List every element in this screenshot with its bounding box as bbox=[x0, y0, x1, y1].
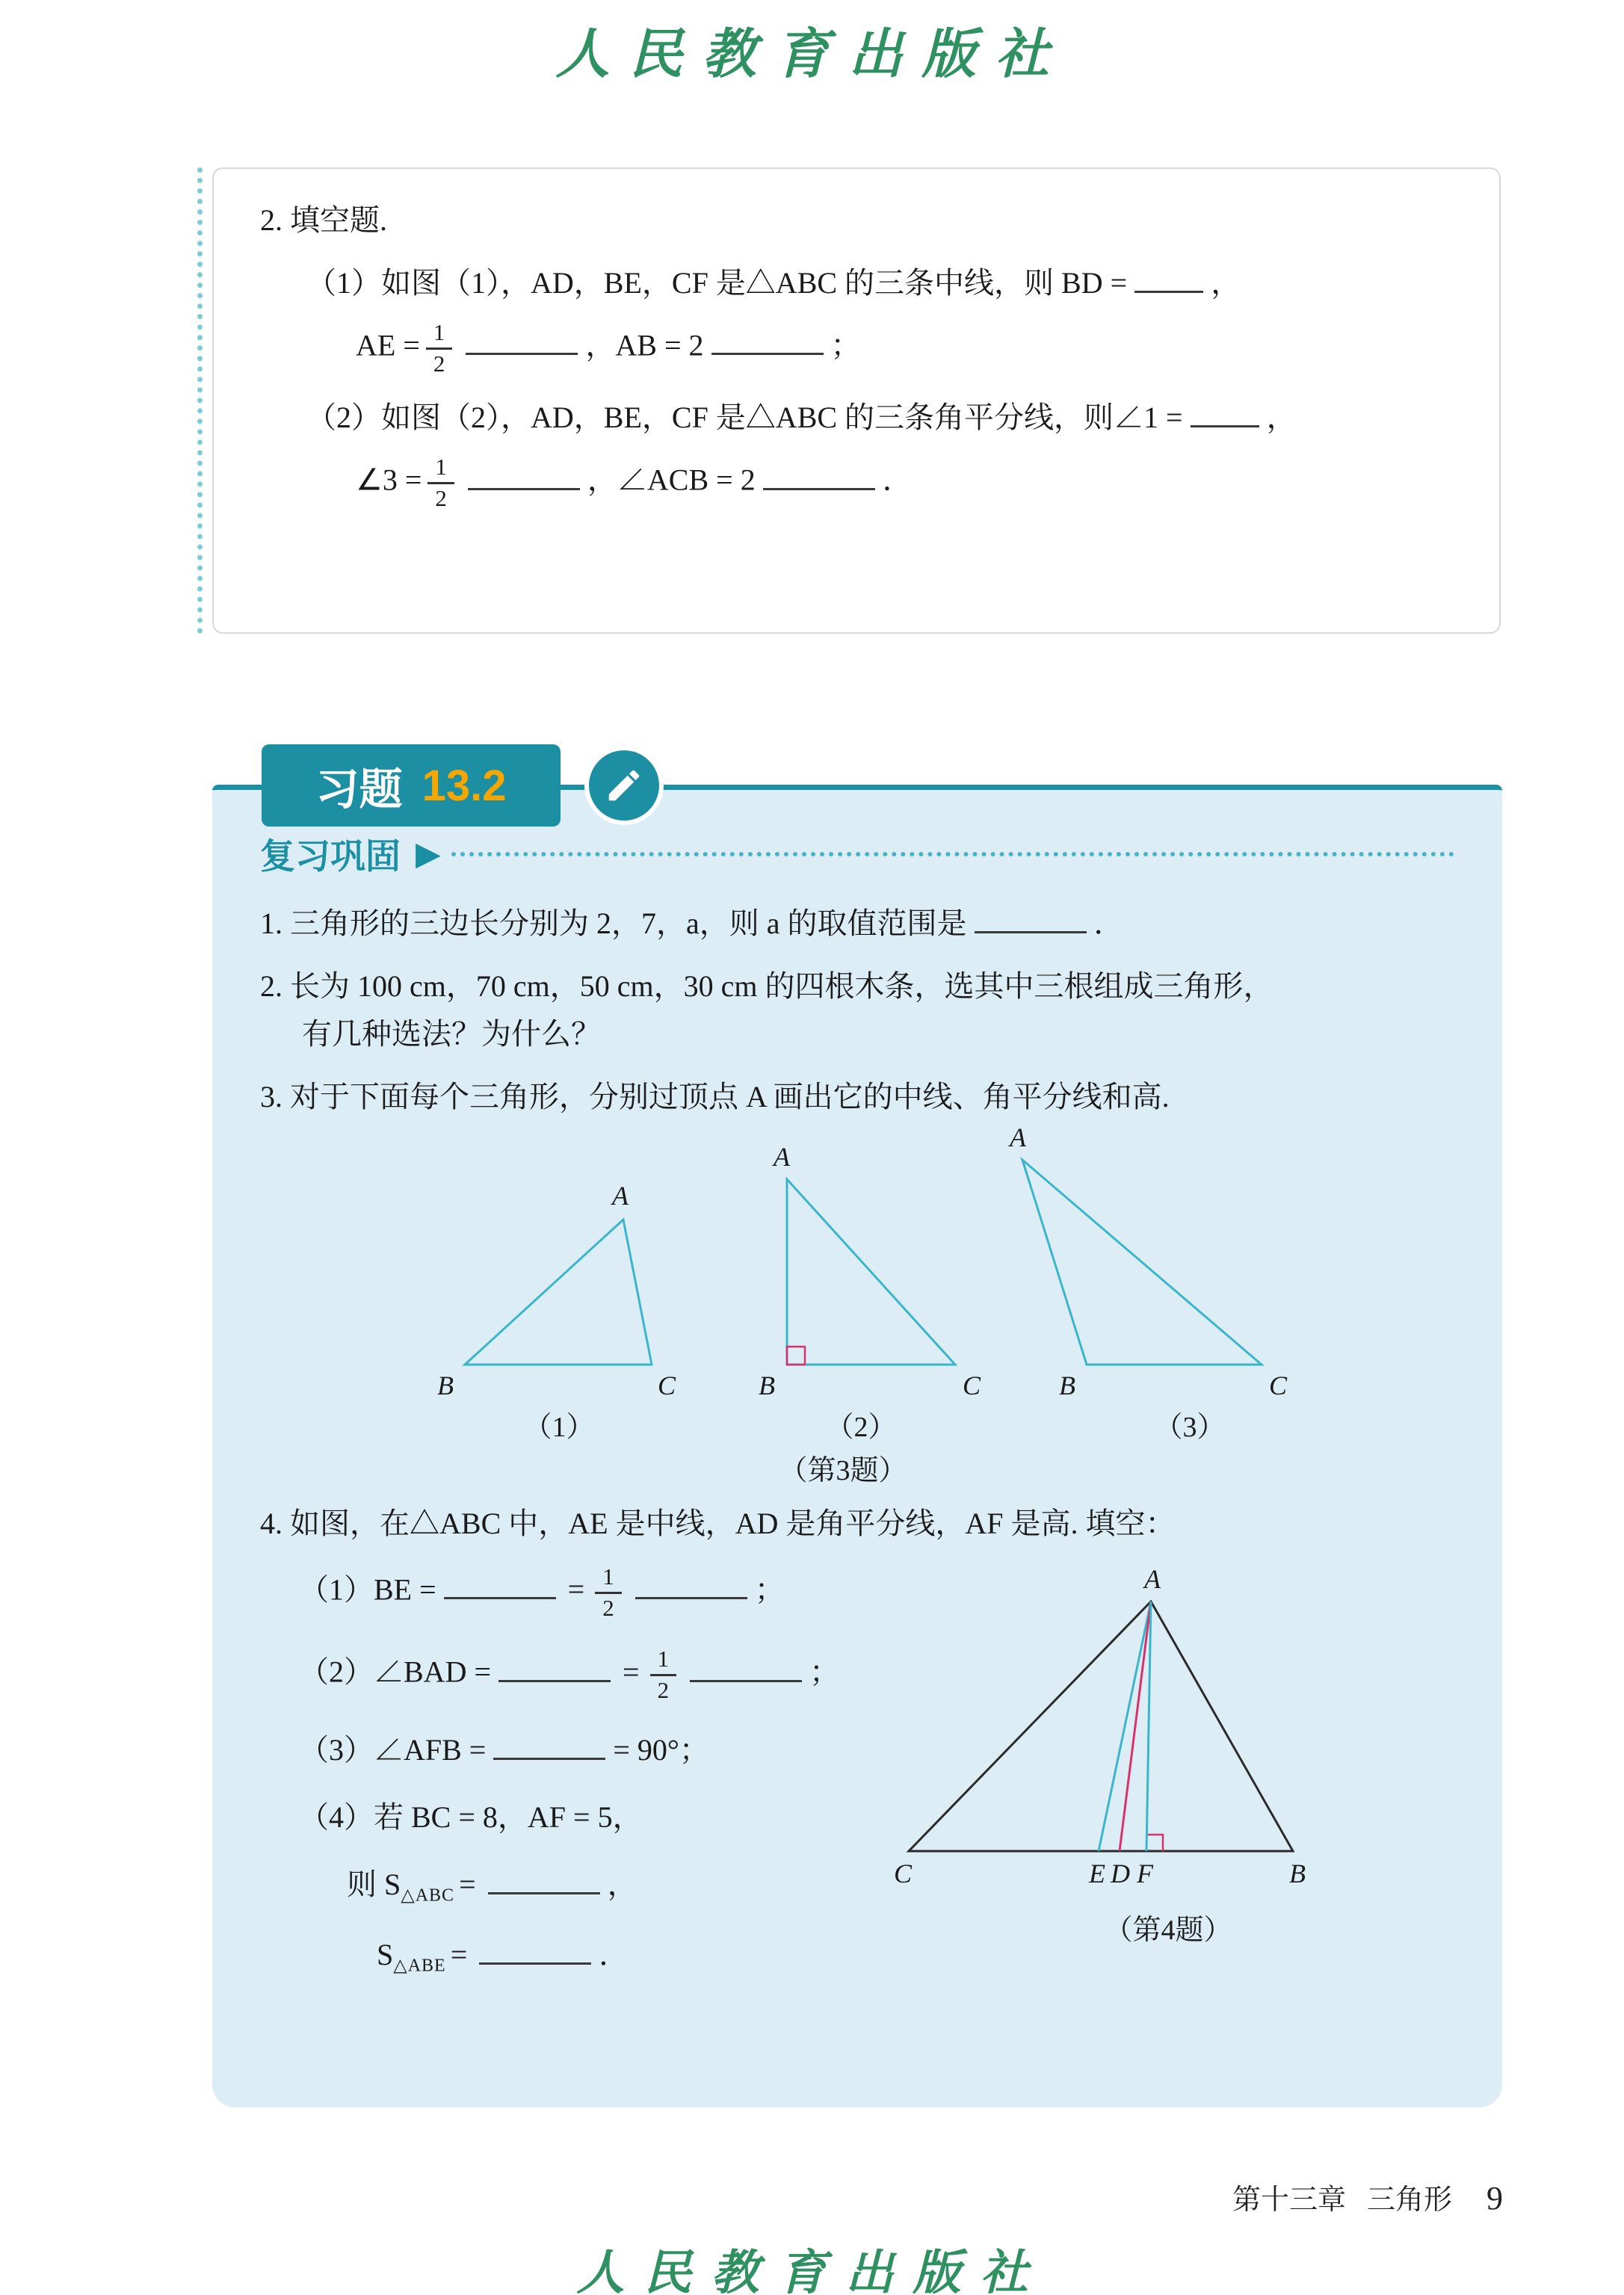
q4-item-4b bbox=[347, 1864, 882, 1909]
review-q1 bbox=[260, 901, 1454, 946]
figure-1-label: （1） bbox=[523, 1412, 595, 1443]
exercise-2-title: 填空题. bbox=[290, 203, 387, 237]
vertex-label-a: A bbox=[612, 1181, 629, 1211]
q2-text: （2）如图（2），AD，BE，CF 是△ABC 的三条角平分线，则∠1 = bbox=[306, 401, 1183, 435]
vertex-label-c: C bbox=[657, 1371, 676, 1400]
q4-1-lead: （1）BE = bbox=[299, 1572, 436, 1607]
review-q2-line2: 有几种选法？为什么？ bbox=[302, 1017, 601, 1051]
review-panel bbox=[212, 785, 1502, 2107]
review-q4: 4. 如图，在△ABC 中，AE 是中线，AD 是角平分线，AF 是高. 填空： bbox=[260, 1507, 1176, 1540]
q4-3-tail: = 90°； bbox=[613, 1732, 709, 1767]
triangle-2 bbox=[787, 1179, 955, 1365]
q1-comma: ， bbox=[1211, 266, 1241, 300]
right-angle-marker bbox=[787, 1347, 805, 1365]
figure-4-area bbox=[882, 1564, 1454, 2004]
review-q3: 3. 对于下面每个三角形，分别过顶点 A 画出它的中线、角平分线和高. bbox=[260, 1080, 1170, 1113]
question-4-area bbox=[260, 1564, 1454, 2004]
q1-period: ． bbox=[1093, 906, 1124, 940]
exercise-2-heading bbox=[260, 199, 1457, 242]
answer-blank bbox=[479, 1935, 591, 1965]
exercise-2-q1-line1 bbox=[306, 262, 1457, 305]
answer-blank bbox=[498, 1652, 611, 1682]
footer-topic: 三角形 bbox=[1366, 2184, 1452, 2216]
answer-blank bbox=[1134, 263, 1203, 293]
q1-text: （1）如图（1），AD，BE，CF 是△ABC 的三条中线，则 BD = bbox=[306, 266, 1128, 300]
q4-item-4c bbox=[377, 1934, 882, 1979]
q4-item-3 bbox=[299, 1729, 882, 1771]
question-4-subitems bbox=[260, 1564, 882, 2004]
fraction-one-half bbox=[595, 1564, 622, 1621]
fraction-denominator: 2 bbox=[433, 350, 445, 377]
q4-4c-lead: S bbox=[377, 1937, 394, 1971]
triangle-1 bbox=[465, 1220, 652, 1365]
point-label-d: D bbox=[1111, 1859, 1130, 1888]
vertex-label-b: B bbox=[759, 1371, 775, 1400]
publisher-logo-top: 人民教育出版社 bbox=[555, 22, 1069, 85]
fraction-one-half bbox=[650, 1646, 677, 1703]
fraction-numerator: 1 bbox=[595, 1564, 622, 1594]
equals-sign: = bbox=[567, 1572, 585, 1607]
exercise-2-q2-line1 bbox=[306, 396, 1457, 439]
q1-ae: AE = bbox=[356, 328, 420, 362]
review-heading: 复习巩固 bbox=[260, 836, 401, 876]
q2-period: ． bbox=[882, 463, 913, 497]
answer-blank bbox=[1191, 398, 1259, 427]
figure-3-caption: （第3题） bbox=[779, 1455, 907, 1486]
answer-blank bbox=[466, 325, 578, 355]
answer-blank bbox=[493, 1730, 605, 1760]
q4-item-1 bbox=[299, 1564, 882, 1621]
fraction-denominator: 2 bbox=[602, 1594, 614, 1621]
fraction-one-half bbox=[427, 454, 454, 511]
review-q2-line1: 2. 长为 100 cm，70 cm，50 cm，30 cm 的四根木条，选其中三根组成三角形， bbox=[260, 969, 1273, 1003]
q4-4b-lead: 则 S bbox=[347, 1867, 401, 1901]
answer-blank bbox=[690, 1652, 802, 1682]
vertex-label-c: C bbox=[962, 1371, 981, 1400]
worksheet-header-badge bbox=[262, 744, 561, 827]
arrow-right-icon: ▶ bbox=[416, 835, 441, 872]
pencil-glyph bbox=[604, 765, 644, 806]
fraction-numerator: 1 bbox=[427, 454, 454, 484]
q4-2-lead: （2）∠BAD = bbox=[299, 1655, 492, 1689]
q2-angle3: ∠3 = bbox=[356, 463, 422, 497]
q4-4c-period: ． bbox=[599, 1937, 629, 1971]
answer-blank bbox=[763, 460, 875, 490]
exercise-2-box bbox=[212, 167, 1501, 634]
vertex-label-a: A bbox=[774, 1142, 790, 1172]
fraction-denominator: 2 bbox=[657, 1677, 670, 1704]
vertex-label-c: C bbox=[893, 1859, 913, 1888]
fraction-numerator: 1 bbox=[650, 1646, 677, 1676]
q4-item-2 bbox=[299, 1646, 882, 1703]
vertex-label-a: A bbox=[1144, 1564, 1161, 1594]
fraction-denominator: 2 bbox=[435, 485, 447, 512]
q1-text: 1. 三角形的三边长分别为 2，7，a，则 a 的取值范围是 bbox=[260, 906, 967, 940]
right-angle-marker bbox=[1148, 1835, 1163, 1851]
figure-4-caption: （第4题） bbox=[1104, 1915, 1232, 1946]
answer-blank bbox=[975, 904, 1087, 933]
equals-sign: = bbox=[459, 1867, 476, 1901]
q4-item-4: （4）若 BC = 8，AF = 5， bbox=[299, 1800, 643, 1834]
exercise-2-q2-line2 bbox=[356, 454, 1457, 511]
q4-2-semicolon: ； bbox=[809, 1655, 840, 1689]
vertex-label-b: B bbox=[1289, 1859, 1306, 1888]
answer-blank bbox=[488, 1865, 600, 1894]
equals-sign: = bbox=[623, 1655, 640, 1689]
publisher-logo-bottom: 人民教育出版社 bbox=[576, 2245, 1048, 2295]
figure-4-triangle bbox=[882, 1564, 1454, 1899]
triangle-3 bbox=[1022, 1160, 1262, 1365]
vertex-label-c: C bbox=[1268, 1371, 1288, 1400]
worksheet-label: 习题 bbox=[315, 765, 403, 814]
figure-3-label: （3） bbox=[1154, 1412, 1226, 1443]
q1-ab: ，AB = 2 bbox=[585, 328, 704, 362]
section-left-dotted-rail bbox=[197, 167, 203, 634]
answer-blank bbox=[711, 325, 824, 355]
exercise-2-number: 2. bbox=[260, 203, 282, 237]
figure-3-triangles bbox=[282, 1127, 1404, 1447]
equals-sign: = bbox=[450, 1937, 468, 1971]
q4-3-lead: （3）∠AFB = bbox=[299, 1732, 487, 1767]
figure-2-label: （2） bbox=[825, 1412, 897, 1443]
s-abe-subscript: △ABE bbox=[393, 1956, 446, 1976]
point-label-f: F bbox=[1137, 1859, 1153, 1888]
answer-blank bbox=[635, 1569, 747, 1599]
fraction-one-half bbox=[426, 320, 453, 377]
q2-acb: ，∠ACB = 2 bbox=[587, 463, 756, 497]
point-label-e: E bbox=[1089, 1859, 1105, 1888]
vertex-label-a: A bbox=[1010, 1127, 1026, 1152]
page-footer bbox=[1232, 2176, 1503, 2217]
footer-page-number: 9 bbox=[1486, 2180, 1503, 2217]
fraction-numerator: 1 bbox=[426, 320, 453, 350]
s-abc-subscript: △ABC bbox=[401, 1885, 455, 1906]
review-header-row bbox=[260, 829, 1454, 879]
vertex-label-b: B bbox=[437, 1371, 454, 1400]
q1-semicolon: ； bbox=[830, 328, 861, 362]
q4-1-semicolon: ； bbox=[754, 1572, 785, 1607]
vertex-label-b: B bbox=[1059, 1371, 1075, 1400]
pencil-icon bbox=[584, 746, 664, 825]
footer-chapter: 第十三章 bbox=[1232, 2184, 1346, 2216]
answer-blank bbox=[444, 1569, 556, 1599]
worksheet-number: 13.2 bbox=[422, 761, 507, 810]
q2-comma: ， bbox=[1266, 401, 1297, 435]
exercise-2-q1-line2 bbox=[356, 320, 1457, 377]
answer-blank bbox=[468, 460, 580, 490]
q4-4b-comma: ， bbox=[607, 1867, 637, 1901]
triangle-abc bbox=[909, 1601, 1293, 1851]
dotted-leader-line bbox=[451, 852, 1454, 856]
